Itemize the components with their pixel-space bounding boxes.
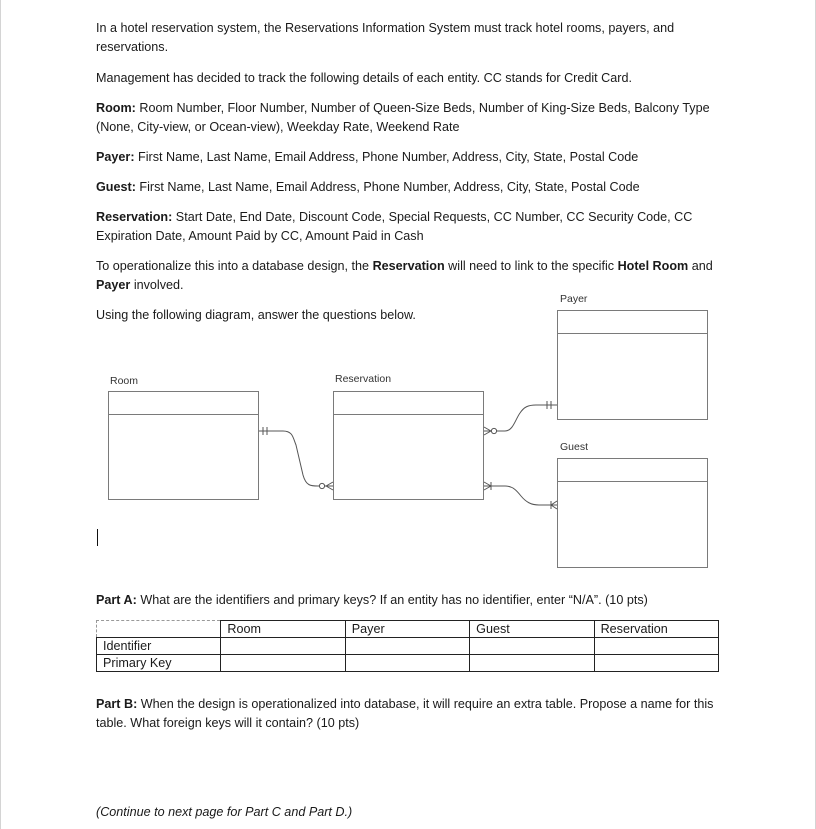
part-a-question [96,591,726,610]
reservation-side-crowfoot-b [326,486,333,490]
table-header-row [97,621,719,638]
reservation-payer-line [484,405,557,431]
table-row [97,655,719,672]
reservation-attributes-text: Start Date, End Date, Discount Code, Special Requests, CC Number, CC Security Code, CC Expiration Date, Amount Paid by CC, Amount Paid in Cash [96,210,693,243]
op-bold-hotel-room: Hotel Room [617,259,689,273]
row-identifier-label: Identifier [97,638,221,655]
guest-side-crowfoot-a [551,501,557,505]
col-reservation: Reservation [594,621,718,638]
text-cursor [97,529,98,546]
op-bold-reservation: Reservation [372,259,445,273]
identifiers-table [96,620,719,672]
reservation-guest-crowfoot-a [484,482,491,486]
part-a-text: What are the identifiers and primary keys? If an entity has no identifier, enter “N/A”. (10 pts) [136,593,648,607]
guest-attributes-label: Guest: [96,180,136,194]
identifier-reservation-cell[interactable] [594,638,718,655]
intro-paragraph: In a hotel reservation system, the Reservations Information System must track hotel rooms, payers, and reservations. [96,21,675,54]
identifier-payer-cell[interactable] [345,638,469,655]
reservation-guest-crowfoot-b [484,486,491,490]
reservation-attributes-label: Reservation: [96,210,173,224]
part-b-question [96,695,726,733]
reservation-payer-zero [491,428,496,433]
guest-entity-label: Guest [560,441,589,453]
payer-attributes-label: Payer: [96,150,135,164]
part-b-label: Part B: [96,697,138,711]
op-text-4: involved. [130,278,184,292]
identifier-guest-cell[interactable] [470,638,594,655]
primary-key-payer-cell[interactable] [345,655,469,672]
reservation-side-crowfoot-a [326,482,333,486]
part-a-label: Part A: [96,593,137,607]
continue-note: (Continue to next page for Part C and Part D.) [96,805,353,819]
op-text-3: and [688,259,713,273]
reservation-entity-label: Reservation [335,373,392,385]
guest-attributes-text: First Name, Last Name, Email Address, Phone Number, Address, City, State, Postal Code [135,180,640,194]
part-b-text: When the design is operationalized into database, it will require an extra table. Propose a name for this table. What foreign keys will it contain? (10 pts) [96,697,714,730]
primary-key-guest-cell[interactable] [470,655,594,672]
management-paragraph: Management has decided to track the following details of each entity. CC stands for Credit Card. [96,71,632,85]
primary-key-room-cell[interactable] [221,655,345,672]
diagram-intro: Using the following diagram, answer the questions below. [96,308,416,322]
room-entity-label: Room [110,375,139,387]
col-payer: Payer [345,621,469,638]
room-attributes-text: Room Number, Floor Number, Number of Queen-Size Beds, Number of King-Size Beds, Balcony Type (None, City-view, or Ocean-view), Weekday Rate, Weekend Rate [96,101,710,134]
reservation-side-zero [319,483,324,488]
table-row [97,638,719,655]
op-text-2: will need to link to the specific [444,259,618,273]
room-reservation-line [259,431,333,486]
payer-entity-label: Payer [560,293,588,305]
row-primary-key-label: Primary Key [97,655,221,672]
col-room: Room [221,621,345,638]
reservation-payer-crowfoot-a [484,427,491,431]
op-bold-payer: Payer [96,278,131,292]
primary-key-reservation-cell[interactable] [594,655,718,672]
table-corner-cell [97,621,221,638]
identifier-room-cell[interactable] [221,638,345,655]
guest-side-crowfoot-b [551,505,557,509]
op-text-1: To operationalize this into a database design, the [96,259,373,273]
reservation-payer-crowfoot-b [484,431,491,435]
payer-attributes-text: First Name, Last Name, Email Address, Phone Number, Address, City, State, Postal Code [134,150,639,164]
col-guest: Guest [470,621,594,638]
reservation-guest-line [484,486,557,505]
room-attributes-label: Room: [96,101,136,115]
